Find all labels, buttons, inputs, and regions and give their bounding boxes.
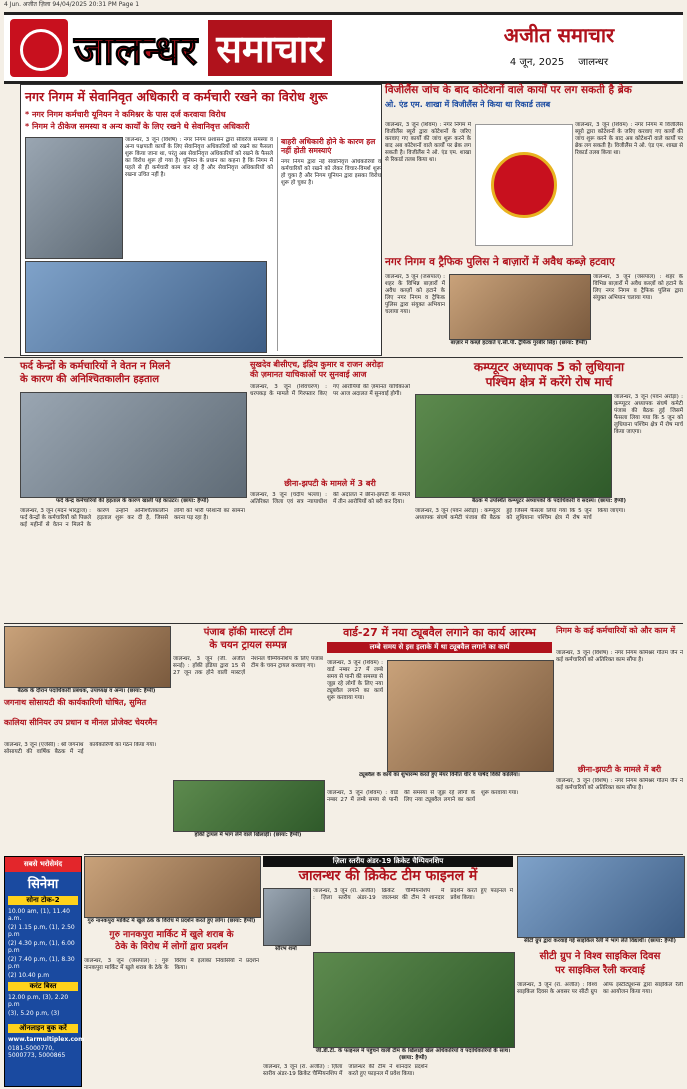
article-photo: [517, 856, 685, 938]
article-body-2: जालन्धर, 3 जून (शिवम) : वार्ड नम्बर 27 में लम्बे समय से पानी की समस्या से जूझ रहे लोगों के लिए नया ट्यूबवैल लगाने का कार्य शुरू करवाया गया।: [327, 790, 519, 803]
article-photo: [20, 392, 247, 498]
inset-body: नगर निगम द्वारा नई सेवानिवृत्त अधिकारियों व कर्मचारियों को रखने को लेकर विचार-विमर्श शुरू हो चुका है और निगम यूनियन द्वारा इसका विरोध शुरू हो चुका है।: [281, 159, 381, 186]
article-subhead: ओ. एंड एम. शाखा में विजीलैंस ने किया था रिकार्ड तलब: [385, 100, 551, 109]
masthead-title: [74, 21, 434, 75]
article-fard-kendra: [20, 360, 245, 620]
article-body: जालन्धर, 3 जून (जसपाल) : शहर के विभिन्न बाज़ारों में अवैध कब्ज़ों को हटाने के लिए नगर निगम व ट्रैफिक पुलिस द्वारा संयुक्त अभियान चलाया गया।: [385, 274, 445, 315]
article-encroachment: [385, 256, 683, 354]
divider: [4, 357, 683, 358]
article-caption: फर्द केन्द्र कर्मचारियों की हड़ताल के कारण खाली पड़े काउंटर। (छाया: हैप्पी): [56, 498, 209, 504]
article-caption: सीटी ग्रुप द्वारा करवाई गई साइकिल रैली में भाग लेते विद्यार्थी। (छाया: हैप्पी): [523, 938, 677, 944]
article-nagar-nigam: [20, 84, 382, 356]
article-photo: [25, 261, 267, 353]
cinema-booking-label: ऑनलाइन बुक करें: [8, 1024, 78, 1033]
article-subhead: लम्बे समय से इस इलाके में था ट्यूबवैल लगाने का कार्य: [327, 642, 552, 653]
cinema-showtime: 12.00 p.m, (3), 2.20 p.m: [8, 994, 69, 1008]
cinema-showtime: (2) 10.40 p.m: [8, 972, 50, 979]
article-body: जालन्धर, 3 जून (शिवम) : वार्ड नम्बर 27 में लम्बे समय से पानी की समस्या से जूझ रहे लोगों के लिए नया ट्यूबवैल लगाने का कार्य शुरू करवाया गया।: [327, 660, 383, 701]
article-headline-line1: गुरु नानकपुरा मार्किट में खुले शराब के: [109, 930, 234, 940]
article-headline-line1: सुखदेव बीसीएच, इंद्रिय कुमार व राजन अरोड़ा: [250, 360, 384, 369]
article-photo: [4, 626, 171, 688]
masthead-city: जालन्धर: [578, 57, 609, 68]
article-hockey-trials: [173, 626, 323, 852]
article-headline-line2: के कारण की अनिश्चितकालीन हड़ताल: [20, 374, 160, 385]
masthead-brand: अजीत समाचार: [503, 23, 615, 47]
article-vigilance: [385, 84, 683, 254]
article-subhead: छीना-झपटी के मामले में 3 बरी: [284, 479, 376, 488]
article-body: जालन्धर, 3 जून (शिवचरण) : धरपकड़ के मामले में गिरफ्तार किए गए आरोपियों की ज़मानत याचिकाओं पर आज अदालत में सुनवाई होगी।: [250, 384, 410, 397]
article-body-2: जालन्धर, 3 जून (जसपाल) : शहर के विभिन्न बाज़ारों में अवैध कब्ज़ों को हटाने के लिए नगर निगम व ट्रैफिक पुलिस द्वारा संयुक्त अभियान चलाया गया।: [593, 274, 683, 301]
article-headline-line1: फर्द केन्द्रों के कर्मचारियों ने वेतन न मिलने: [20, 361, 171, 372]
article-cycle-rally: [517, 856, 683, 1085]
cinema-show-title: सोना टोक-2: [8, 896, 78, 905]
cinema-showtime: (2) 4.30 p.m, (1), 6.00 p.m: [8, 940, 75, 954]
article-body: जालन्धर, 3 जून (पवन अरोड़ा) : कम्प्यूटर अध्यापक संघर्ष कमेटी पंजाब की बैठक हुई जिसमें फैसला लिया गया कि 5 जून को लुधियाना पश्चिम क्षेत्र में रोष मार्च किया जाएगा।: [614, 394, 683, 435]
article-subhead: छीना-झपटी के मामले में बरी: [577, 765, 662, 774]
masthead-right: [444, 21, 674, 75]
cinema-ad-kicker: सबसे भरोसेमंद: [5, 857, 81, 872]
cinema-show-title: करंट बिस्त: [8, 982, 78, 991]
cinema-showtime: (2) 7.40 p.m, (1), 8.30 p.m: [8, 956, 75, 970]
article-headline-line2: की ज़मानत याचिकाओं पर सुनवाई आज: [250, 370, 367, 379]
article-headline-line2: ठेके के विरोध में लोगों द्वारा प्रदर्शन: [115, 942, 228, 952]
article-body-2: जालन्धर, 3 जून (विशेष) : नगर निगम कमिश्नर गौतम जैन ने कई कर्मचारियों को अतिरिक्त काम सौंपा है।: [556, 778, 683, 791]
masthead-title-part1: जालन्धर: [74, 26, 199, 74]
article-body-2: जालन्धर, 3 जून (चंदीप भल्ला) : अतिरिक्त जिला एवं सत्र न्यायाधीश की अदालत ने छीना-झपटी के मामले में तीन आरोपियों को बरी कर दिया।: [250, 492, 410, 505]
cinema-ad-title: सिनेमा: [27, 877, 59, 892]
article-cricket-final: [263, 856, 513, 1085]
masthead-title-part2: समाचार: [208, 20, 332, 76]
divider: [84, 854, 683, 855]
article-headline-line1: सीटी ग्रुप ने विश्व साइकिल दिवस: [539, 951, 661, 962]
masthead-date: 4 जून, 2025: [509, 57, 565, 68]
article-bullet: * नगर निगम कर्मचारी यूनियन ने कमिश्नर के पास दर्ज करवाया विरोध: [25, 110, 226, 119]
article-headline: जालन्धर की क्रिकेट टीम फाइनल में: [298, 868, 478, 884]
article-body: जालन्धर, 3 जून (विशेष) : नगर निगम प्रशासन द्वारा सीवरेज समस्या व अन्य पक्षपाती कार्यों के लिए सेवानिवृत्त अधिकारियों को रखने का फैसला शुरू किया जाना था, परंतु अब सेवानिवृत्त अधिकारियों को रखने के फैसले का विरोध शुरू हो गया है। यूनियन के प्रधान का कहना है कि निगम में पहले से ही कर्मचारी काम कर रहे हैं और सेवानिवृत्त अधिकारियों को रखना उचित नहीं है।: [125, 137, 273, 178]
article-caption: बैठक के दौरान पदाधिकारी प्रबंधक, उपाध्यक्ष व अन्य। (छाया: हैप्पी): [17, 688, 156, 694]
article-body-2: जालन्धर, 3 जून (पवन अरोड़ा) : कम्प्यूटर अध्यापक संघर्ष कमेटी पंजाब की बैठक हुई जिसमें फैसला लिया गया कि 5 जून को लुधियाना पश्चिम क्षेत्र में रोष मार्च किया जाएगा।: [415, 508, 626, 521]
article-headline-line2: के चयन ट्रायल सम्पन्न: [209, 640, 287, 651]
cinema-website[interactable]: www.tarmultiplex.com: [8, 1036, 85, 1043]
article-nigam-staff: [556, 626, 683, 852]
divider: [4, 623, 683, 624]
article-headline-line1: कम्प्यूटर अध्यापक 5 को लुधियाना: [473, 360, 625, 374]
person-photo: [263, 888, 311, 946]
article-headline-line1: पंजाब हॉकी मास्टर्ज़ टीम: [203, 627, 293, 638]
article-caption: गुरु नानकपुरा मार्किट में खुले ठेके के विरोध में प्रदर्शन करते हुए लोग। (छाया: हैप्पी): [87, 918, 256, 924]
person-caption: सौरभ शर्मा: [275, 946, 297, 952]
vigilance-logo-icon: [475, 124, 573, 246]
article-liquor-protest: [84, 856, 259, 1085]
article-headline-line2: पश्चिम क्षेत्र में करेंगे रोष मार्च: [485, 375, 613, 389]
article-caption: ट्यूबवैल के कार्य का शुभारम्भ करते हुए मेयर विनीत धीर व पार्षद विकी कालिया।: [359, 772, 520, 778]
article-photo: [387, 660, 554, 772]
inset-headline: बाहरी अधिकारी होने के कारण हल नहीं होती समस्याएं: [281, 137, 376, 155]
article-headline: निगम के कई कर्मचारियों को और काम में: [556, 626, 676, 635]
article-bail-hearing: [250, 360, 410, 620]
article-jagannath-society: [4, 626, 169, 852]
article-body: जालन्धर, 3 जून (जी. अजीत सनई) : हॉकी इंडिया द्वारा 15 से 27 जून तक होने वाली मास्टर्ज़ नेशनल चैम्पियनशिप के लिए पंजाब टीम के चयन ट्रायल करवाए गए।: [173, 656, 323, 676]
article-photo: [415, 394, 612, 498]
cinema-showtime: (3), 5.20 p.m, (3): [8, 1010, 60, 1017]
cinema-showtime: 10.00 am, (1), 11.40 a.m.: [8, 908, 70, 922]
article-headline: नगर निगम व ट्रैफिक पुलिस ने बाज़ारों में अवैध कब्ज़े हटवाए: [385, 256, 615, 268]
article-body: जालन्धर, 3 जून (एजेंसी) : श्री जगनाथ सोसायटी की वार्षिक बैठक में नई कार्यकारिणी का गठन किया गया।: [4, 742, 157, 755]
article-headline: नगर निगम में सेवानिवृत अधिकारी व कर्मचारी रखने का विरोध शुरू: [25, 89, 328, 104]
article-body: जालन्धर, 3 जून (मदन भारद्वाज) : फर्द केन्द्रों के कर्मचारियों को पिछले कई महीनों से वेतन न मिलने के कारण उन्होंने अनिश्चितकालीन हड़ताल शुरू कर दी है, जिससे लोगों को भारी परेशानी का सामना करना पड़ रहा है।: [20, 508, 245, 528]
masthead: [4, 12, 683, 84]
article-kicker: ज़िला स्तरीय अंडर-19 क्रिकेट चैम्पियनशिप: [263, 856, 513, 867]
article-caption: जी.डी.टी. के फाइनल में पहुंचने वाली टीम के खिलाड़ी खेल अधिकारियों व पदाधिकारियों के साथ। (छाया: हैप्पी): [315, 1048, 511, 1061]
article-inset: [277, 137, 381, 351]
article-body: जालन्धर, 3 जून (जसपाल) : गुरु नानकपुरा मार्किट में खुले शराब के ठेके के विरोध में इलाका निवासियों ने प्रदर्शन किया।: [84, 958, 259, 971]
article-photo: [173, 780, 325, 832]
cinema-advertisement[interactable]: [4, 856, 85, 1087]
article-headline-line1: जगनाथ सोसायटी की कार्यकारिणी घोषित, सुमित: [4, 698, 147, 707]
cinema-showtime: (2) 1.15 p.m, (1), 2.50 p.m: [8, 924, 75, 938]
article-body-2: जालन्धर, 3 जून (शिवम) : नगर निगम में विजीलैंस ब्यूरो द्वारा कोटेशनों के जरिए करवाए गए कार्यों की जांच शुरू करने के बाद अब कोटेशनों वाले कार्यों पर ब्रेक लग सकती है। विजीलैंस ने ओ. एंड एम. शाखा से रिकार्ड तलब किया था।: [575, 122, 683, 156]
article-body: जालन्धर, 3 जून (रा. अजीत) : विश्व साइकिल दिवस के अवसर पर सीटी ग्रुप ऑफ इंस्टीट्यूशन्स द्वारा साइकिल रैली का आयोजन किया गया।: [517, 982, 683, 995]
masthead-logo-icon: [10, 19, 68, 77]
page-topline: 4 Jun. अजीत ज़िला 94/04/2025 20:31 PM Page 1: [4, 1, 140, 8]
article-caption: हॉकी ट्रायल में भाग लेने वाले खिलाड़ी। (छाया: हैप्पी): [194, 832, 302, 838]
article-photo: [84, 856, 261, 918]
article-headline-line2: पर साइकिल रैली करवाई: [555, 965, 645, 976]
article-body: जालन्धर, 3 जून (शिवम) : नगर निगम में विजीलैंस ब्यूरो द्वारा कोटेशनों के जरिए करवाए गए कार्यों की जांच शुरू करने के बाद अब कोटेशनों वाले कार्यों पर ब्रेक लग सकती है। विजीलैंस ने ओ. एंड एम. शाखा से रिकार्ड तलब किया था।: [385, 122, 471, 163]
article-photo: [449, 274, 591, 340]
article-photo: [25, 137, 123, 259]
article-headline: विजीलैंस जांच के बाद कोटेशनों वाले कार्यों पर लग सकती है ब्रेक: [385, 84, 632, 96]
article-body-2: जालन्धर, 3 जून (रा. अजीत) : ज़िला स्तरीय अंडर-19 क्रिकेट चैम्पियनशिप में जालन्धर की टीम ने शानदार प्रदर्शन करते हुए फाइनल में प्रवेश किया।: [263, 1064, 428, 1077]
article-tubewell: [327, 626, 552, 852]
article-bullet: * निगम ने ठीकेज समस्या व अन्य कार्यों के लिए रखने थे सेवानिवृत्त अधिकारी: [25, 122, 250, 131]
article-headline-line2: कालिया सीनियर उप प्रधान व मीनल प्रोजेक्ट चेयरमैन: [4, 718, 158, 727]
article-caption: बैठक में उपस्थित कम्प्यूटर अध्यापकों के पदाधिकारी व सदस्य। (छाया: हैप्पी): [472, 498, 626, 504]
article-computer-teachers: [415, 360, 683, 620]
article-photo: [313, 952, 515, 1048]
article-caption: बाज़ार में कब्ज़े हटवाते ए.सी.पी. ट्रैफिक गुरबीर सिंह। (छाया: हैप्पी): [450, 340, 588, 346]
article-body: जालन्धर, 3 जून (रा. अजीत) : ज़िला स्तरीय अंडर-19 क्रिकेट चैम्पियनशिप में जालन्धर की टीम ने शानदार प्रदर्शन करते हुए फाइनल में प्रवेश किया।: [313, 888, 513, 901]
cinema-phones: 0181-5000770, 5000773, 5000865: [8, 1045, 66, 1059]
article-body: जालन्धर, 3 जून (विशेष) : नगर निगम कमिश्नर गौतम जैन ने कई कर्मचारियों को अतिरिक्त काम सौंपा है।: [556, 650, 683, 663]
article-headline: वार्ड-27 में नया ट्यूबवैल लगाने का कार्य आरम्भ: [343, 626, 536, 639]
